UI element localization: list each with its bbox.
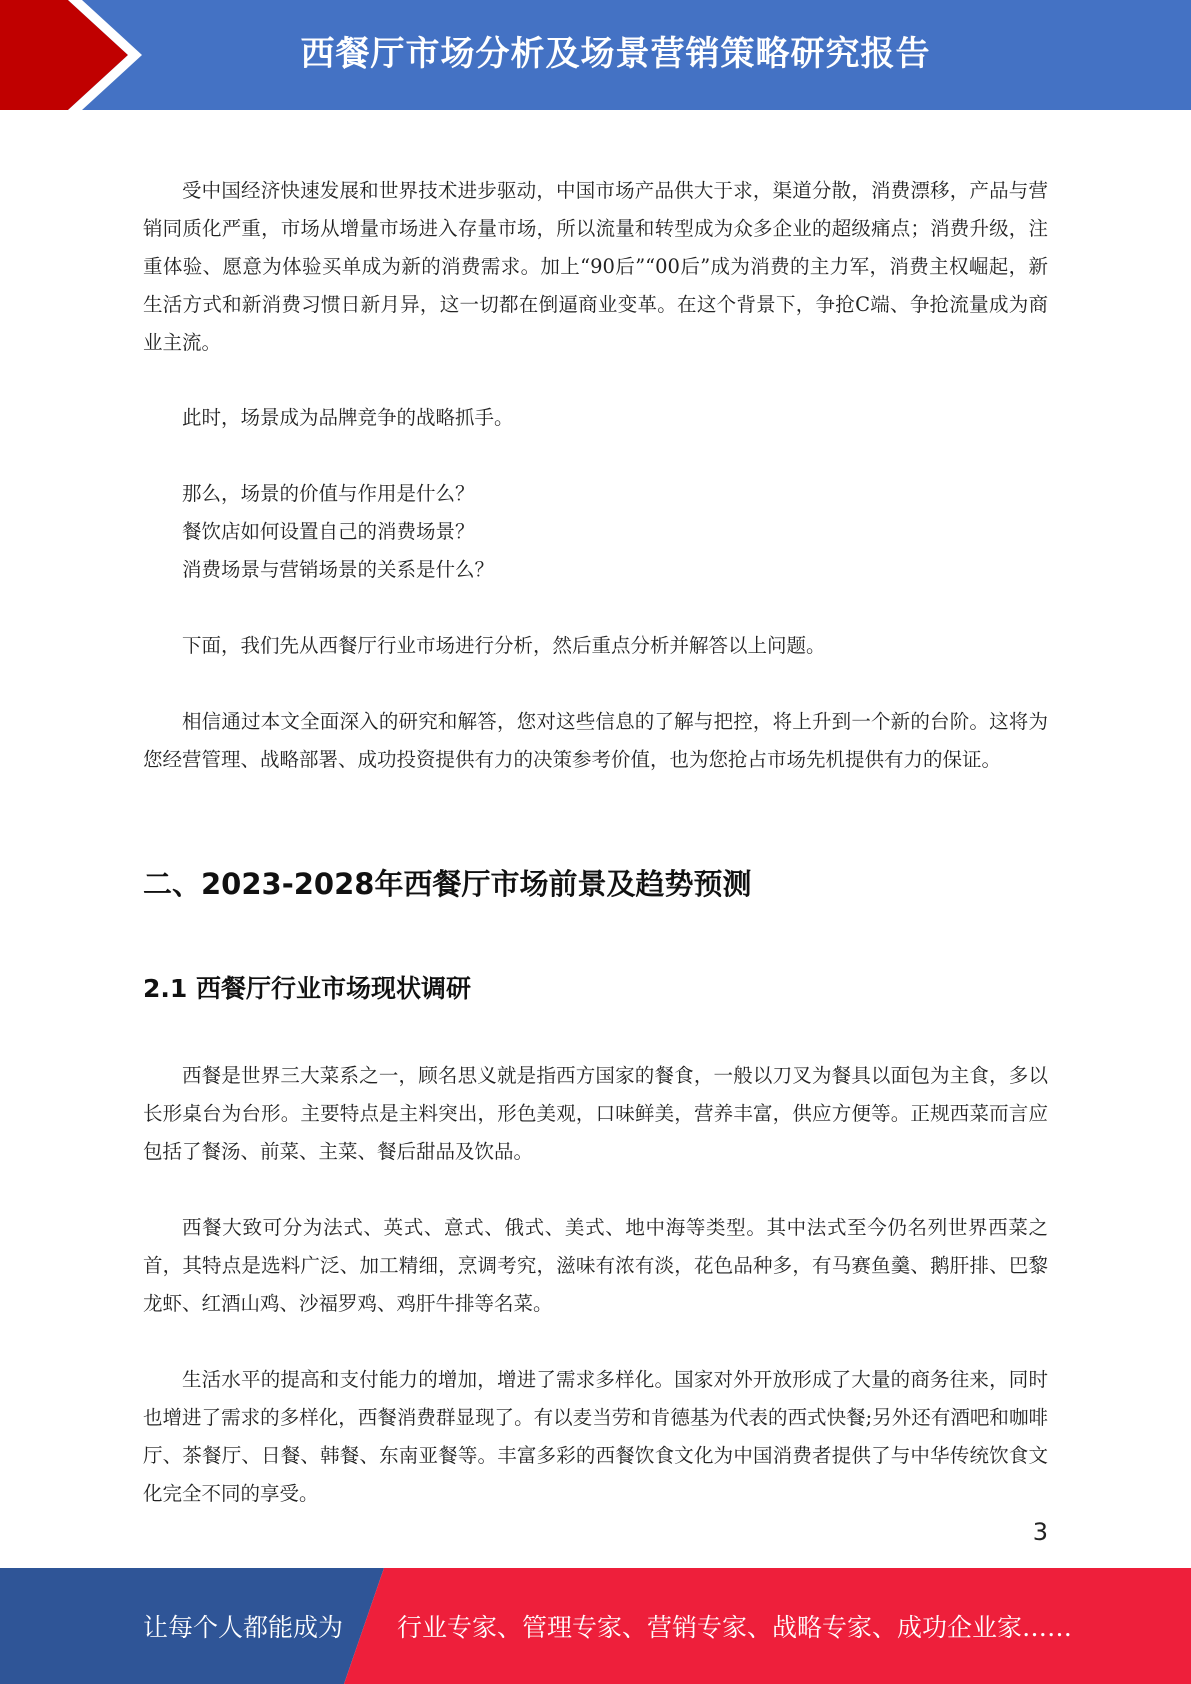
intro-paragraph-2: 此时，场景成为品牌竞争的战略抓手。 — [182, 406, 514, 429]
section-2-1-heading: 2.1 西餐厅行业市场现状调研 — [143, 974, 471, 1003]
section-2-heading: 二、2023-2028年西餐厅市场前景及趋势预测 — [143, 867, 752, 901]
section-2-1-paragraph-3: 生活水平的提高和支付能力的增加，增进了需求多样化。国家对外开放形成了大量的商务往来，同时也增进了需求的多样化，西餐消费群显现了。有以麦当劳和肯德基为代表的西式快餐;另外还有酒吧和咖啡厅、茶餐厅、日餐、韩餐、东南亚餐等。丰富多彩的西餐饮食文化为中国消费者提供了与中华传统饮食文化完全不同的享受。 — [143, 1368, 1048, 1505]
intro-paragraph-3-block — [143, 627, 1048, 665]
intro-paragraph-2-block — [143, 399, 1048, 437]
section-2-1-paragraph-3-block — [143, 1361, 1048, 1513]
section-2-1-paragraph-2: 西餐大致可分为法式、英式、意式、俄式、美式、地中海等类型。其中法式至今仍名列世界西菜之首，其特点是选料广泛、加工精细，烹调考究，滋味有浓有淡，花色品种多，有马赛鱼羹、鹅肝排、巴黎龙虾、红酒山鸡、沙福罗鸡、鸡肝牛排等名菜。 — [143, 1216, 1048, 1315]
intro-paragraph-1: 受中国经济快速发展和世界技术进步驱动，中国市场产品供大于求，渠道分散，消费漂移，产品与营销同质化严重，市场从增量市场进入存量市场，所以流量和转型成为众多企业的超级痛点；消费升级，注重体验、愿意为体验买单成为新的消费需求。加上“90后”“00后”成为消费的主力军，消费主权崛起，新生活方式和新消费习惯日新月异，这一切都在倒逼商业变革。在这个背景下，争抢C端、争抢流量成为商业主流。 — [143, 179, 1048, 354]
report-title: 西餐厅市场分析及场景营销策略研究报告 — [300, 33, 931, 74]
header-red-chevron — [0, 0, 128, 110]
page-footer — [0, 1568, 1191, 1684]
header-chevron-decoration — [0, 0, 160, 110]
question-list — [143, 475, 1048, 589]
footer-slogan-right: 行业专家、管理专家、营销专家、战略专家、成功企业家…… — [397, 1613, 1073, 1642]
section-2-1-paragraph-2-block — [143, 1209, 1048, 1323]
intro-paragraph-3: 下面，我们先从西餐厅行业市场进行分析，然后重点分析并解答以上问题。 — [182, 634, 826, 657]
page-header — [0, 0, 1191, 110]
section-2-1-paragraph-1: 西餐是世界三大菜系之一，顾名思义就是指西方国家的餐食，一般以刀叉为餐具以面包为主食，多以长形桌台为台形。主要特点是主料突出，形色美观，口味鲜美，营养丰富，供应方便等。正规西菜而言应包括了餐汤、前菜、主菜、餐后甜品及饮品。 — [143, 1064, 1048, 1163]
footer-slogan-left: 让每个人都能成为 — [143, 1613, 344, 1642]
page-number: 3 — [1032, 1518, 1048, 1546]
question-1: 那么，场景的价值与作用是什么？ — [182, 482, 475, 505]
question-3: 消费场景与营销场景的关系是什么？ — [182, 558, 495, 581]
section-2-1-paragraph-1-block — [143, 1057, 1048, 1171]
intro-paragraph-4: 相信通过本文全面深入的研究和解答，您对这些信息的了解与把控，将上升到一个新的台阶。这将为您经营管理、战略部署、成功投资提供有力的决策参考价值，也为您抢占市场先机提供有力的保证。 — [143, 710, 1048, 771]
question-2: 餐饮店如何设置自己的消费场景？ — [182, 520, 475, 543]
intro-paragraph-4-block — [143, 703, 1048, 779]
intro-paragraph-1-block — [143, 172, 1048, 362]
